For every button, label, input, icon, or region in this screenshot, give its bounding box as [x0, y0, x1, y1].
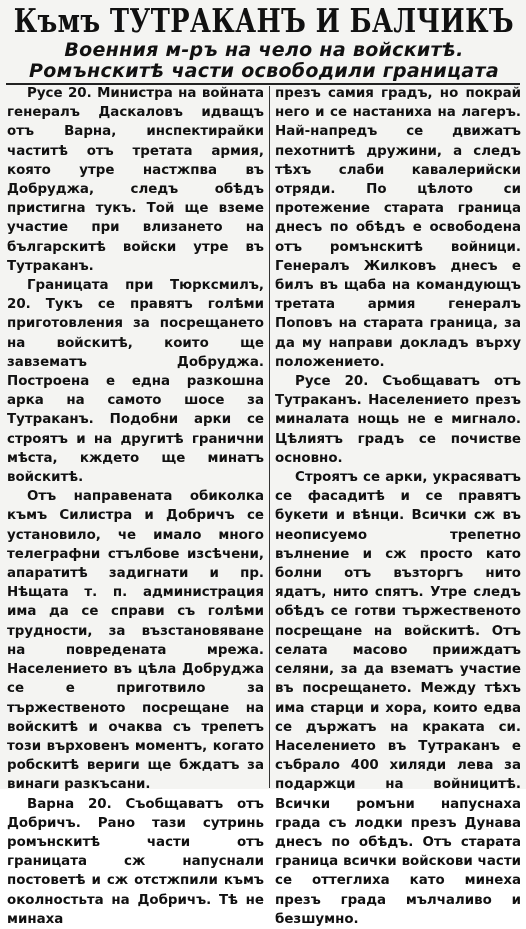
paragraph-varna-dobrich: Варна 20. Съобщаватъ отъ Добричъ. Рано тази сутринь ромънскитѣ части отъ границата сж напуснали постоветѣ и сж отстжпили къмъ околностьта на Добричъ. Тѣ не минаха: [7, 796, 264, 927]
subheadline: Военния м-ръ на чело на войскитѣ. Ромънскитѣ части освободили границата: [29, 39, 499, 82]
paragraph-arches-celebration: Строятъ се арки, украсяватъ се фасадитѣ и се правятъ букети и вѣнци. Всички сж въ неописуемо трепетно вълнение и сж просто като болни отъ възторгъ нито ядатъ, нито спятъ. Утре следъ обѣдъ се готви тържественото посрещане на войскитѣ. Отъ селата масово прииждатъ селяни, за да взематъ участие въ посрещането. Между тѣхъ има старци и хора, които едва се държатъ на краката си. Населението въ Тутраканъ е събрало 400 хиляди лева за подаржци на войницитѣ. Всички ромъни напуснаха града съ лодки презъ Дунава днесъ по обѣдъ. Отъ старата граница всички войскови части се оттеглиха като минеха презъ града мълчаливо и безшумно.: [275, 470, 521, 927]
paragraph-inspection-tour: Отъ направената обиколка къмъ Силистра и Добричъ се установило, че имало много телеграфни стълбове изсѣчени, апаратитѣ задигнати и пр. Нѣщата т. п. администрация има да се справи съ голѣми трудности, за възстановяване на повредената мрежа. Населението въ цѣла Добруджа се е приготвило за тържественото посрещане на войскитѣ и очаква съ трепетъ този върховенъ моментъ, когато робскитѣ вериги ще бждатъ за винаги разкъсани.: [7, 489, 264, 793]
paragraph-border-tyurksmil: Границата при Тюрксмилъ, 20. Тукъ се правятъ голѣми приготовления за посрещането на войскитѣ, които ще завзематъ Добруджа. Построена е една разкошна арка на самото шосе за Тутраканъ. Подобни арки се строятъ и на другитѣ гранични мѣста, кждето ще минатъ войскитѣ.: [7, 278, 264, 486]
paragraph-continuation: презъ самия градъ, но покрай него и се настаниха на лагеръ. Най-напредъ се движатъ пехотнитѣ дружини, а следъ тѣхъ слаби кавалерийски отряди. По цѣлото си протежение старата граница днесъ по обѣдъ е освободена отъ ромънскитѣ войници. Генералъ Жилковъ днесъ е билъ въ щаба на командующъ третата армия генералъ Поповъ на старата граница, за да му направи докладъ върху положението.: [275, 86, 521, 370]
column-divider: [269, 86, 270, 788]
headline: Къмъ ТУТРАКАНЪ И БАЛЧИКЪ: [13, 1, 514, 40]
paragraph-ruse-minister: Русе 20. Министра на войната генералъ Даскаловъ идващъ отъ Варна, инспектирайки частитѣ отъ третата армия, която утре настжпва въ Добруджа, следъ обѣдъ пристигна тукъ. Той ще вземе участие при влизането на българскитѣ войски утре въ Тутраканъ.: [7, 86, 264, 274]
right-column: [275, 84, 521, 927]
left-column: [7, 84, 264, 927]
paragraph-ruse-tutrakan: Русе 20. Съобщаватъ отъ Тутраканъ. Населението презъ миналата нощь не е мигнало. Цѣлиятъ градъ се почистве основно.: [275, 374, 521, 466]
